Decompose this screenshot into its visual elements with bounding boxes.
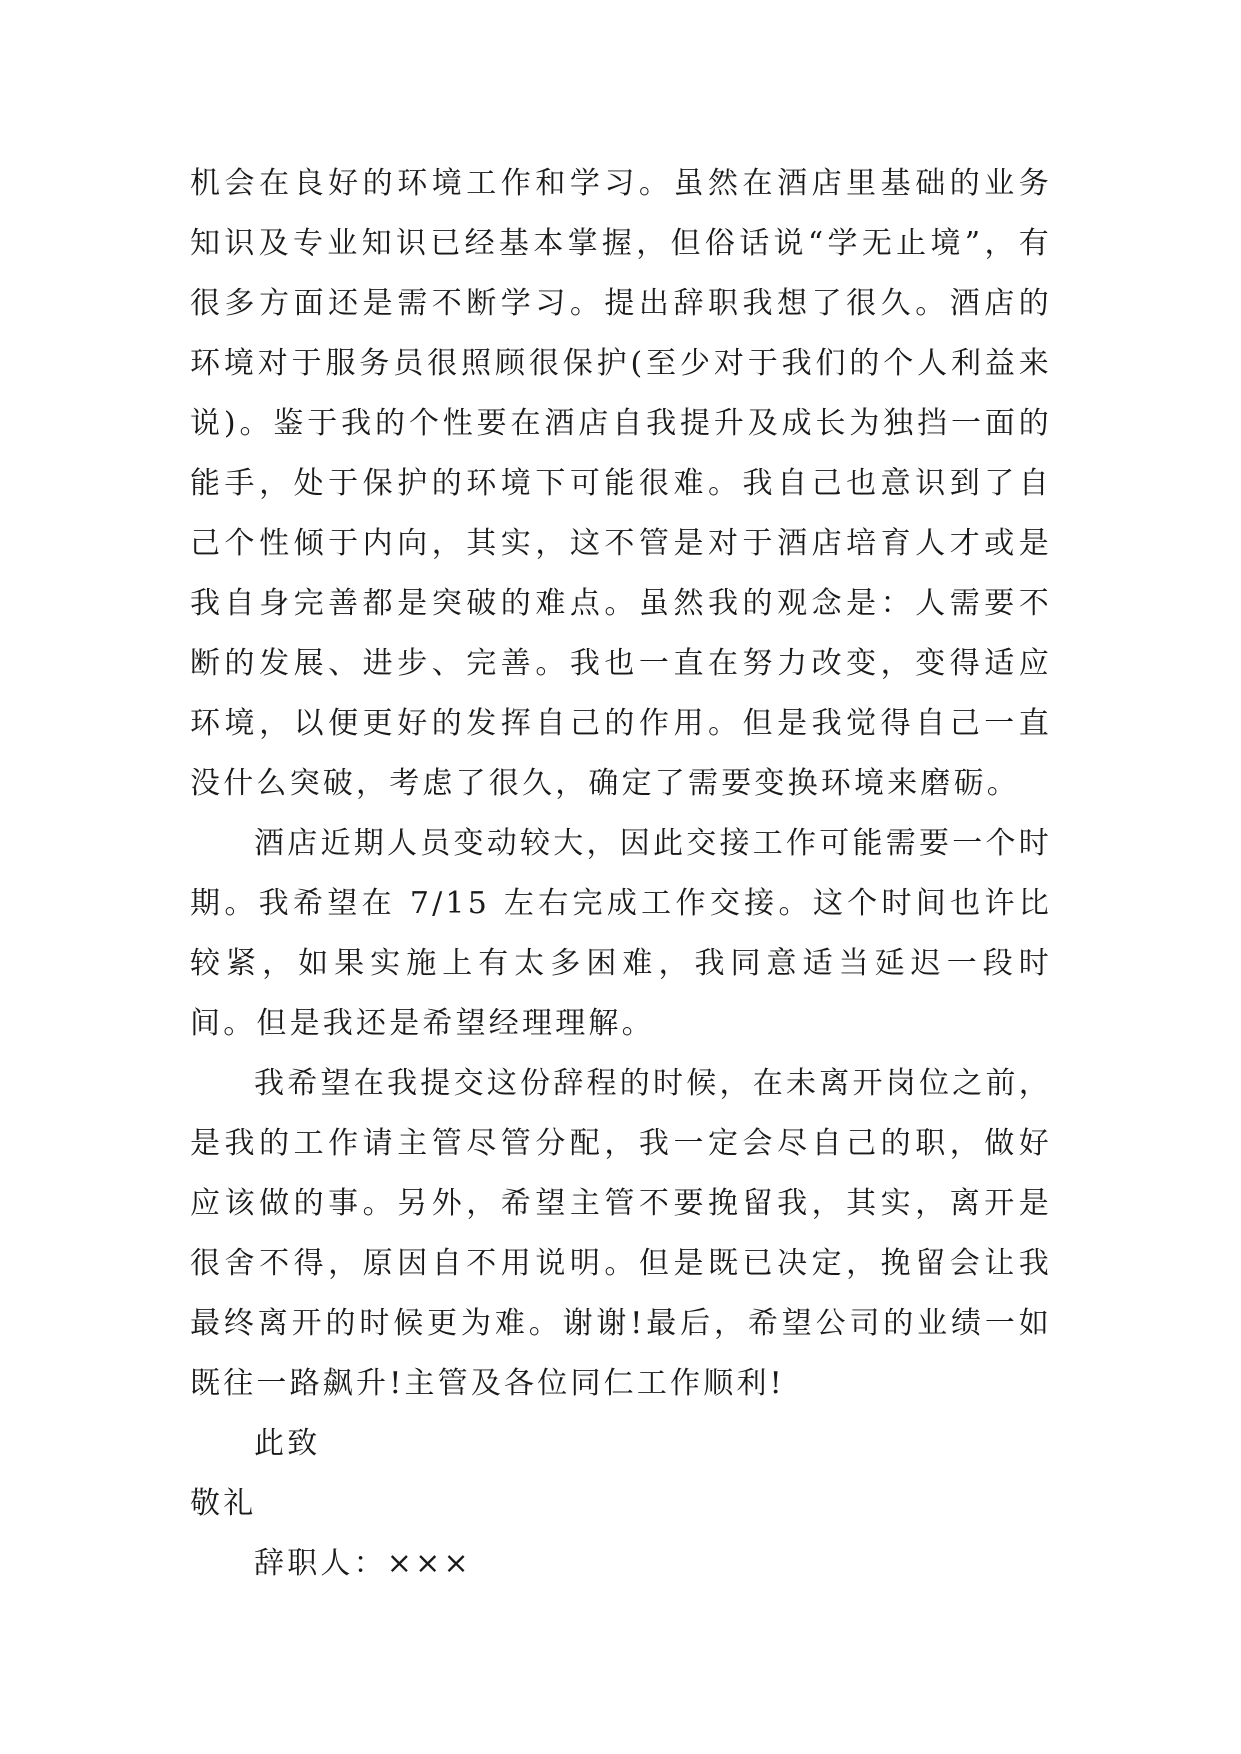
- letter-body: [190, 154, 1052, 1594]
- closing-regards: 敬礼: [190, 1486, 257, 1521]
- paragraph-1: 机会在良好的环境工作和学习。虽然在酒店里基础的业务知识及专业知识已经基本掌握，但俗话说“学无止境”，有很多方面还是需不断学习。提出辞职我想了很久。酒店的环境对于服务员很照顾很保护(至少对于我们的个人利益来说)。鉴于我的个性要在酒店自我提升及成长为独挡一面的能手，处于保护的环境下可能很难。我自己也意识到了自己个性倾于内向，其实，这不管是对于酒店培育人才或是我自身完善都是突破的难点。虽然我的观念是：人需要不断的发展、进步、完善。我也一直在努力改变，变得适应环境，以便更好的发挥自己的作用。但是我觉得自己一直没什么突破，考虑了很久，确定了需要变换环境来磨砺。: [190, 166, 1052, 801]
- closing-salutation: 此致: [254, 1426, 321, 1461]
- signature-line: 辞职人：×××: [254, 1546, 472, 1581]
- paragraph-2: 酒店近期人员变动较大，因此交接工作可能需要一个时期。我希望在 7/15 左右完成工作交接。这个时间也许比较紧，如果实施上有太多困难，我同意适当延迟一段时间。但是我还是希望经理理解。: [190, 826, 1052, 1041]
- paragraph-3: 我希望在我提交这份辞程的时候，在未离开岗位之前，是我的工作请主管尽管分配，我一定会尽自己的职，做好应该做的事。另外，希望主管不要挽留我，其实，离开是很舍不得，原因自不用说明。但是既已决定，挽留会让我最终离开的时候更为难。谢谢!最后，希望公司的业绩一如既往一路飙升!主管及各位同仁工作顺利!: [190, 1066, 1052, 1401]
